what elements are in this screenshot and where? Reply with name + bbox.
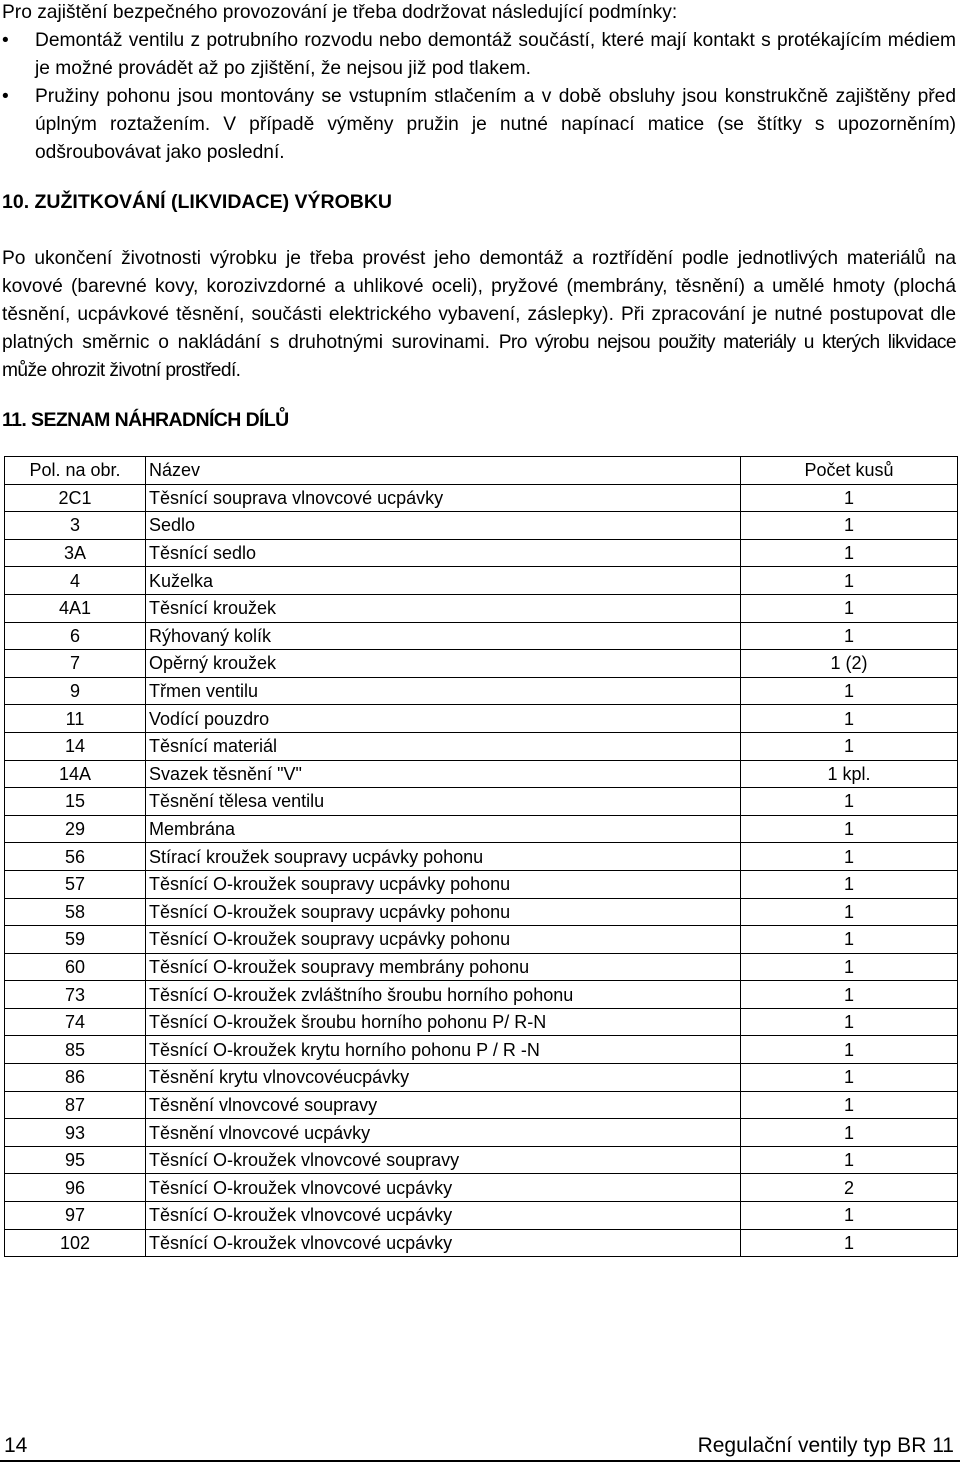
table-row xyxy=(5,705,958,733)
part-position: 3A xyxy=(5,539,146,567)
part-quantity: 1 xyxy=(741,926,958,954)
part-quantity: 1 xyxy=(741,981,958,1009)
part-position: 85 xyxy=(5,1036,146,1064)
table-row xyxy=(5,567,958,595)
spare-parts-table xyxy=(4,456,958,1257)
part-name: Těsnění krytu vlnovcovéucpávky xyxy=(146,1064,741,1092)
table-row xyxy=(5,1008,958,1036)
part-name: Těsnící O-kroužek vlnovcové ucpávky xyxy=(146,1174,741,1202)
part-quantity: 1 xyxy=(741,1202,958,1230)
part-name: Těsnící O-kroužek soupravy ucpávky pohonu xyxy=(146,870,741,898)
table-row xyxy=(5,512,958,540)
part-name: Těsnění vlnovcové soupravy xyxy=(146,1091,741,1119)
part-position: 96 xyxy=(5,1174,146,1202)
table-row xyxy=(5,1202,958,1230)
part-name: Membrána xyxy=(146,815,741,843)
part-name: Těsnící souprava vlnovcové ucpávky xyxy=(146,484,741,512)
part-position: 7 xyxy=(5,650,146,678)
condition-text: Demontáž ventilu z potrubního rozvodu nebo demontáž součástí, které mají kontakt s protékajícím médiem je možné provádět až po zjištění, že nejsou již pod tlakem. xyxy=(35,30,956,79)
table-row xyxy=(5,898,958,926)
part-quantity: 1 xyxy=(741,788,958,816)
part-quantity: 1 xyxy=(741,484,958,512)
part-name: Těsnící O-kroužek krytu horního pohonu P / R -N xyxy=(146,1036,741,1064)
table-row xyxy=(5,677,958,705)
part-quantity: 1 xyxy=(741,705,958,733)
part-name: Stírací kroužek soupravy ucpávky pohonu xyxy=(146,843,741,871)
part-name: Těsnění vlnovcové ucpávky xyxy=(146,1119,741,1147)
part-position: 73 xyxy=(5,981,146,1009)
section-11-heading: 11. SEZNAM NÁHRADNÍCH DÍLŮ xyxy=(2,409,289,431)
bullet-icon: • xyxy=(2,86,9,107)
part-name: Těsnící kroužek xyxy=(146,594,741,622)
part-position: 29 xyxy=(5,815,146,843)
part-position: 74 xyxy=(5,1008,146,1036)
part-position: 59 xyxy=(5,926,146,954)
table-row xyxy=(5,1036,958,1064)
table-row xyxy=(5,1174,958,1202)
part-position: 102 xyxy=(5,1229,146,1257)
table-row xyxy=(5,594,958,622)
part-position: 93 xyxy=(5,1119,146,1147)
table-row xyxy=(5,760,958,788)
part-position: 15 xyxy=(5,788,146,816)
part-name: Těsnící sedlo xyxy=(146,539,741,567)
part-quantity: 1 xyxy=(741,1008,958,1036)
part-position: 95 xyxy=(5,1146,146,1174)
table-row xyxy=(5,788,958,816)
part-quantity: 1 (2) xyxy=(741,650,958,678)
part-quantity: 1 xyxy=(741,567,958,595)
part-position: 4A1 xyxy=(5,594,146,622)
disposal-paragraph xyxy=(2,245,956,385)
table-row xyxy=(5,1146,958,1174)
part-position: 4 xyxy=(5,567,146,595)
condition-item xyxy=(2,27,956,83)
part-quantity: 1 xyxy=(741,1146,958,1174)
part-name: Třmen ventilu xyxy=(146,677,741,705)
disposal-text: Po ukončení životnosti výrobku je třeba provést jeho demontáž a roztřídění podle jednotlivých materiálů na kovové (barevné kovy, korozivzdorné a uhlikové oceli), pryžové (membrány, těsnění) a umělé hmoty (plochá těsnění, ucpávkové těsnění, součásti elektrického vybavení, záslepky). Při zpracování je nutné postupovat dle platných směrnic o nakládání s druhotnými surovinami. xyxy=(2,248,956,353)
table-row xyxy=(5,484,958,512)
condition-item xyxy=(2,83,956,167)
part-quantity: 1 xyxy=(741,594,958,622)
table-row xyxy=(5,622,958,650)
condition-text: Pružiny pohonu jsou montovány se vstupním stlačením a v době obsluhy jsou konstrukčně zajištěny před úplným roztažením. V případě výměny pružin je nutné napínací matice (se štítky s upozorněním) odšroubovávat jako poslední. xyxy=(35,86,956,163)
document-title: Regulační ventily typ BR 11 xyxy=(697,1434,954,1457)
table-row xyxy=(5,1091,958,1119)
part-quantity: 1 xyxy=(741,953,958,981)
table-row xyxy=(5,539,958,567)
part-name: Těsnící O-kroužek soupravy ucpávky pohonu xyxy=(146,926,741,954)
footer-divider xyxy=(0,1460,960,1462)
part-name: Rýhovaný kolík xyxy=(146,622,741,650)
table-row xyxy=(5,981,958,1009)
part-name: Kuželka xyxy=(146,567,741,595)
part-quantity: 1 xyxy=(741,1119,958,1147)
part-position: 11 xyxy=(5,705,146,733)
table-row xyxy=(5,953,958,981)
part-name: Sedlo xyxy=(146,512,741,540)
part-name: Těsnící O-kroužek zvláštního šroubu horního pohonu xyxy=(146,981,741,1009)
part-quantity: 1 xyxy=(741,677,958,705)
part-quantity: 1 xyxy=(741,1064,958,1092)
part-name: Těsnící O-kroužek vlnovcové ucpávky xyxy=(146,1229,741,1257)
part-name: Vodící pouzdro xyxy=(146,705,741,733)
part-position: 14A xyxy=(5,760,146,788)
table-row xyxy=(5,1064,958,1092)
part-name: Těsnící O-kroužek vlnovcové ucpávky xyxy=(146,1202,741,1230)
table-row xyxy=(5,1229,958,1257)
part-quantity: 1 xyxy=(741,539,958,567)
section-10-heading: 10. ZUŽITKOVÁNÍ (LIKVIDACE) VÝROBKU xyxy=(2,191,393,213)
part-quantity: 1 xyxy=(741,870,958,898)
part-quantity: 1 xyxy=(741,1229,958,1257)
part-quantity: 2 xyxy=(741,1174,958,1202)
part-quantity: 1 kpl. xyxy=(741,760,958,788)
table-row xyxy=(5,815,958,843)
table-row xyxy=(5,1119,958,1147)
part-name: Svazek těsnění "V" xyxy=(146,760,741,788)
safety-conditions xyxy=(2,0,956,167)
bullet-icon: • xyxy=(2,30,9,51)
part-name: Těsnící O-kroužek soupravy ucpávky pohonu xyxy=(146,898,741,926)
table-row xyxy=(5,650,958,678)
part-name: Těsnící O-kroužek šroubu horního pohonu P/ R-N xyxy=(146,1008,741,1036)
part-quantity: 1 xyxy=(741,512,958,540)
part-position: 87 xyxy=(5,1091,146,1119)
conditions-lead: Pro zajištění bezpečného provozování je třeba dodržovat následující podmínky: xyxy=(2,2,678,23)
part-position: 56 xyxy=(5,843,146,871)
disposal-text-end: Pro výrobu nejsou použity materiály u kterých likvidace může ohrozit životní prostředí. xyxy=(2,332,956,381)
part-quantity: 1 xyxy=(741,732,958,760)
part-quantity: 1 xyxy=(741,1091,958,1119)
table-header-row xyxy=(5,457,958,485)
part-position: 97 xyxy=(5,1202,146,1230)
part-quantity: 1 xyxy=(741,843,958,871)
part-name: Těsnící O-kroužek vlnovcové soupravy xyxy=(146,1146,741,1174)
table-body xyxy=(5,484,958,1257)
page-number: 14 xyxy=(4,1434,28,1457)
part-position: 86 xyxy=(5,1064,146,1092)
part-position: 9 xyxy=(5,677,146,705)
part-position: 58 xyxy=(5,898,146,926)
part-quantity: 1 xyxy=(741,898,958,926)
part-name: Těsnící O-kroužek soupravy membrány pohonu xyxy=(146,953,741,981)
part-quantity: 1 xyxy=(741,622,958,650)
part-name: Těsnění tělesa ventilu xyxy=(146,788,741,816)
part-position: 60 xyxy=(5,953,146,981)
part-name: Těsnící materiál xyxy=(146,732,741,760)
part-position: 57 xyxy=(5,870,146,898)
part-position: 6 xyxy=(5,622,146,650)
table-row xyxy=(5,926,958,954)
table-row xyxy=(5,732,958,760)
column-header-position: Pol. na obr. xyxy=(5,457,146,485)
part-name: Opěrný kroužek xyxy=(146,650,741,678)
part-quantity: 1 xyxy=(741,815,958,843)
part-position: 2C1 xyxy=(5,484,146,512)
part-quantity: 1 xyxy=(741,1036,958,1064)
part-position: 3 xyxy=(5,512,146,540)
column-header-name: Název xyxy=(146,457,741,485)
column-header-quantity: Počet kusů xyxy=(741,457,958,485)
table-row xyxy=(5,843,958,871)
part-position: 14 xyxy=(5,732,146,760)
table-row xyxy=(5,870,958,898)
